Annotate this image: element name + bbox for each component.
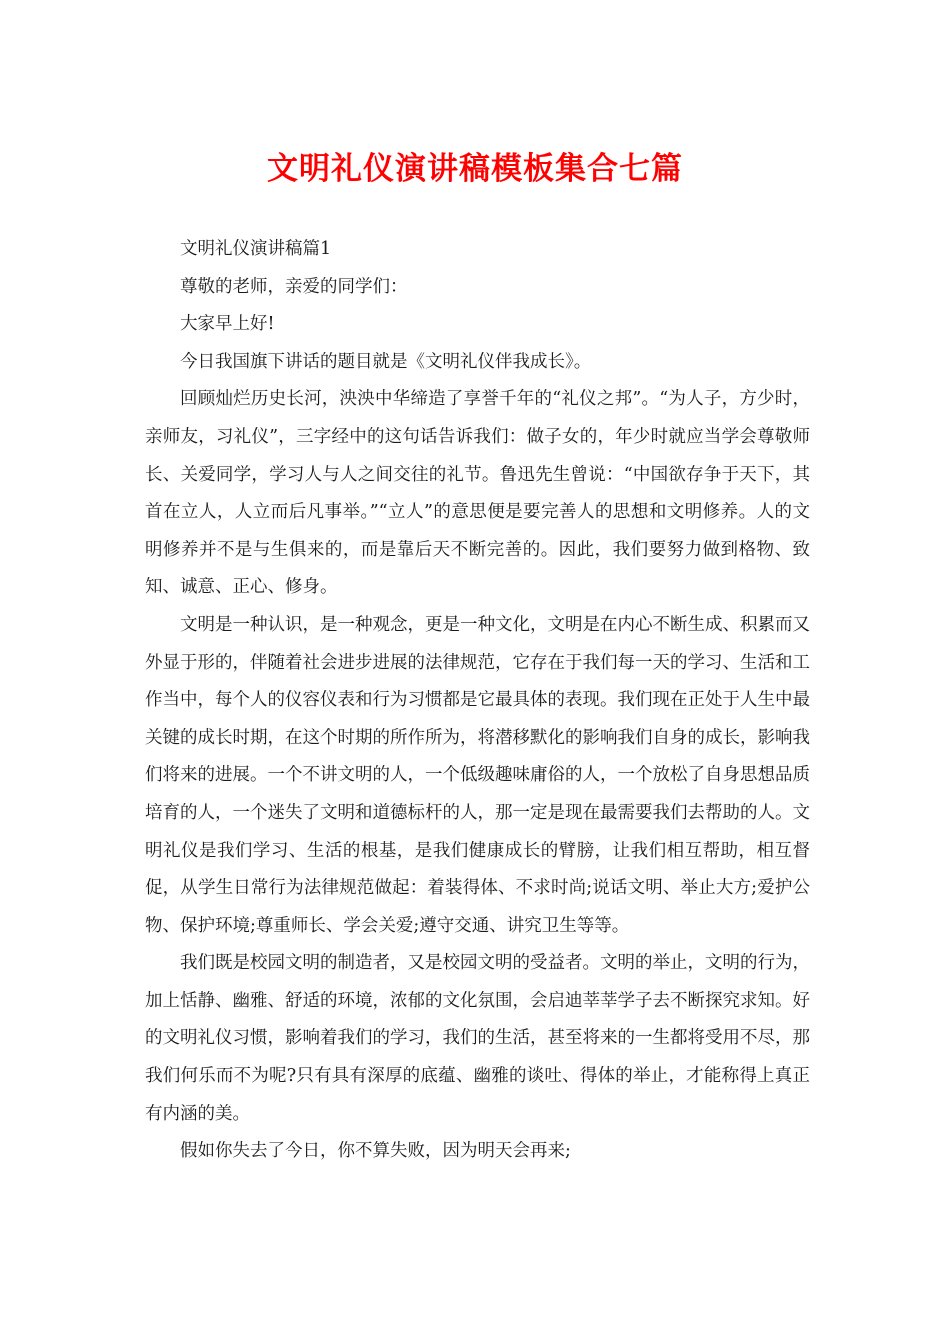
- body-paragraph: 我们既是校园文明的制造者，又是校园文明的受益者。文明的举止，文明的行为，加上恬静、幽雅、舒适的环境，浓郁的文化氛围，会启迪莘莘学子去不断探究求知。好的文明礼仪习惯，影响着我们的学习，我们的生活，甚至将来的一生都将受用不尽，那我们何乐而不为呢?只有具有深厚的底蕴、幽雅的谈吐、得体的举止，才能称得上真正有内涵的美。: [145, 953, 810, 1124]
- body-paragraph: 文明是一种认识，是一种观念，更是一种文化，文明是在内心不断生成、积累而又外显于形的，伴随着社会进步进展的法律规范，它存在于我们每一天的学习、生活和工作当中，每个人的仪容仪表和行为习惯都是它最具体的表现。我们现在正处于人生中最关键的成长时期，在这个时期的所作所为，将潜移默化的影响我们自身的成长，影响我们将来的进展。一个不讲文明的人，一个低级趣味庸俗的人，一个放松了自身思想品质培育的人，一个迷失了文明和道德标杆的人，那一定是现在最需要我们去帮助的人。文明礼仪是我们学习、生活的根基，是我们健康成长的臂膀，让我们相互帮助，相互督促，从学生日常行为法律规范做起：着装得体、不求时尚;说话文明、举止大方;爱护公物、保护环境;尊重师长、学会关爱;遵守交通、讲究卫生等等。: [145, 614, 810, 936]
- salutation: 尊敬的老师，亲爱的同学们：: [180, 276, 408, 297]
- section-heading: 文明礼仪演讲稿篇1: [180, 239, 332, 259]
- topic-paragraph: 今日我国旗下讲话的题目就是《文明礼仪伴我成长》。: [180, 351, 592, 372]
- greeting: 大家早上好!: [180, 314, 275, 335]
- document-title: 文明礼仪演讲稿模板集合七篇: [267, 151, 683, 187]
- body-paragraph: 假如你失去了今日，你不算失败，因为明天会再来;: [180, 1141, 571, 1162]
- body-paragraph: 回顾灿烂历史长河，泱泱中华缔造了享誉千年的“礼仪之邦”。“为人子，方少时，亲师友，习礼仪”，三字经中的这句话告诉我们：做子女的，年少时就应当学会尊敬师长、关爱同学，学习人与人之间交往的礼节。鲁迅先生曾说：“中国欲存争于天下，其首在立人，人立而后凡事举。”“立人”的意思便是要完善人的思想和文明修养。人的文明修养并不是与生俱来的，而是靠后天不断完善的。因此，我们要努力做到格物、致知、诚意、正心、修身。: [145, 389, 810, 598]
- document-body: [145, 231, 810, 1171]
